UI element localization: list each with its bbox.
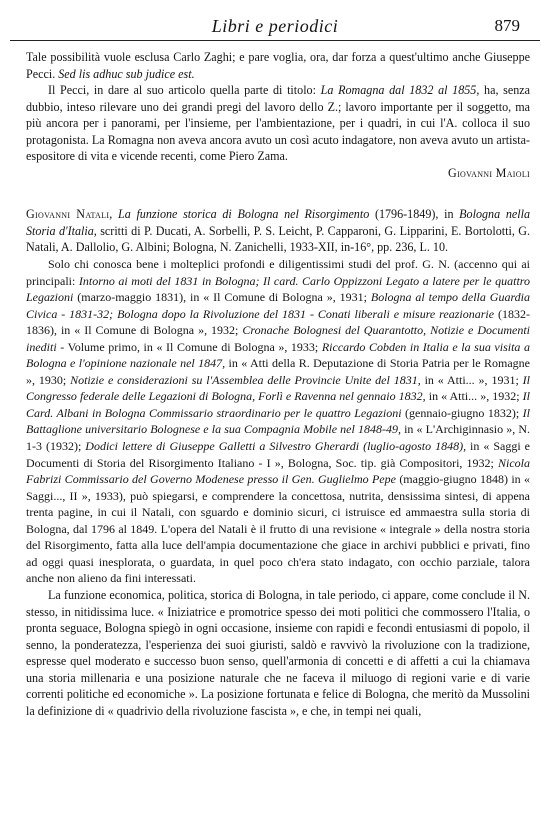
running-header (0, 0, 550, 44)
text-span: Il Pecci, in dare al suo articolo quella parte di titolo: (48, 83, 321, 98)
section-gap (26, 181, 530, 206)
cited-work-title: Dodici lettere di Giuseppe Galletti a Silvestro Gherardi (luglio-agosto 1848), (85, 439, 467, 454)
text-span: (1832-1836), in « Il Comune di Bologna », 1932; (26, 306, 530, 338)
page-body (26, 49, 530, 719)
cited-work-title: Il Congresso federale delle Legazioni di Bologna, Forlì e Ravenna nel gennaio 1832, (26, 372, 530, 404)
text-span: (1796-1849), in (369, 207, 460, 222)
cited-work-title: Cronache Bolognesi del Quarantotto, Notizie e Documenti inediti (26, 323, 531, 354)
review2-bibliographic-entry: Giovanni Natali, La funzione storica di Bologna nel Risorgimento (1796-1849), in Bologna nella Storia d'Italia, scritti di P. Ducati, A. Sorbelli, P. S. Leicht, P. Capparoni, G. Lipparini, E. Bortolotti, G. Natali, A. Dallolio, G. Albini; Bologna, N. Zanichelli, 1933-XII, in-16°, pp. 236, L. 10. (26, 207, 531, 255)
cited-work-title: Notizie e considerazioni su l'Assemblea delle Provincie Unite del 1831, (70, 372, 421, 387)
reviewed-title: La funzione storica di Bologna nel Risorgimento (118, 207, 370, 222)
cited-work-title: Riccardo Cobden in Italia e la sua visita a Bologna e l'opinione nazionale nel 1847, (26, 339, 531, 371)
text-span: in « Atti della R. Deputazione di Storia Patria per le Romagne », 1930; (26, 356, 531, 387)
cited-work-title: Intorno ai moti del 1831 in Bologna; Il card. Carlo Oppizzoni Legato a latere per le quattro Legazioni (26, 273, 530, 305)
page-number: 879 (494, 16, 520, 35)
review2-paragraph-2: La funzione economica, politica, storica di Bologna, in tale periodo, ci appare, come conclude il N. stesso, in nitidissima luce. « Iniziatrice e promotrice spesso dei moti politici che commossero l'Italia, o pronta seguace, Bologna spiegò in ogni occasione, insieme con rapidi e fecondi entusiasmi di popolo, il senno, la ponderatezza, l'esperienza dei suoi giuristi, saldò e ravvivò la rivoluzione con la tradizione, espresse quel moderato e successo buon senso, quell'armonia di concetti e di affetti a cui la chiamava una storia millenaria e una posizione naturale che ne faceva il miluogo di regioni varie e di varie correnti politiche ed economiche ». La posizione fortunata e felice di Bologna, che meritò da Mussolini la definizione di « quadrivio della rivoluzione fascista », e che, in tempi nei quali, (26, 587, 530, 718)
review1-signature: Giovanni Maioli (448, 165, 530, 180)
cited-work-title: Il Battaglione universitario Bolognese e la sua Compagnia Mobile nel 1848-49, (26, 405, 530, 437)
text-span: ha, senza dubbio, inteso rilevare uno dei grandi pregi del lavoro dello Z.; lavoro importante per il soggetto, ma più ancora per i panorami, per l'insieme, per l'ambientazione, per i quadri, in cui l'A. colloca il suo protagonista. La Romagna non aveva ancora avuto un così acuto indagatore, non aveva avuto un artista-espositore di vita e vicende recenti, come Piero Zama. (26, 83, 531, 164)
text-span: (marzo-maggio 1831), in « Il Comune di Bologna », 1931; (73, 290, 371, 305)
header-rule (10, 40, 540, 41)
series-title: Bologna nella Storia d'Italia, (26, 207, 531, 238)
reviewed-author: Giovanni Natali (26, 207, 110, 222)
review1-paragraph-2 (26, 82, 530, 165)
cited-work-title: Bologna al tempo della Guardia Civica - 1831-32; Bologna dopo la Rivoluzione del 1831 - Conati liberali e misure reazionarie (26, 290, 530, 321)
text-span: in « Atti... », 1932; (425, 389, 523, 404)
review2-paragraph-1 (26, 256, 530, 587)
latin-phrase: Sed lis adhuc sub judice est. (58, 66, 195, 81)
review1-paragraph-1 (26, 49, 530, 82)
article-title: La Romagna dal 1832 al 1855, (320, 83, 480, 98)
running-title: Libri e periodici (211, 16, 339, 36)
cited-work-title: Nicola Fabrizi Commissario del Governo Modenese presso il Gen. Guglielmo Pepe (26, 455, 530, 487)
cited-work-title: Il Card. Albani in Bologna Commissario straordinario per le quattro Legazioni (26, 389, 530, 420)
text-span: (maggio-giugno 1848) in « Saggi..., II », 1933), può spiegarsi, e comprendere la concettosa, nutrita, densissima sintesi, di appena trenta pagine, in cui il Natali, con sguardo e dominio sicuri, ci istruisce ed ammaestra sulla storia di Bologna, dal 1796 al 1849. L'opera del Natali è il frutto di una revisione « integrale » della nostra storia del Risorgimento, fatta alla luce dell'ampia documentazione che giace in archivi pubblici e privati, fino ad oggi quasi inesplorata, o guardata, in quel poco ch'era stato indagato, con occhio parziale, talora anche non alieno da fini interessati. (26, 472, 531, 586)
text-span: in « Atti... », 1931; (420, 372, 523, 387)
text-span: in « Saggi e Documenti di Storia del Risorgimento Italiano - I », Bologna, Soc. tip. già Compositori, 1932; (26, 439, 530, 470)
text-span: (gennaio-giugno 1832); (401, 405, 523, 420)
text-span: scritti di P. Ducati, A. Sorbelli, P. S. Leicht, P. Capparoni, G. Lipparini, E. Bortolotti, G. Natali, A. Dallolio, G. Albini; Bologna, N. Zanichelli, 1933-XII, in-16°, pp. 236, L. 10. (26, 223, 530, 255)
text-span: Solo chi conosca bene i molteplici profondi e diligentissimi studi del prof. G. N. (accenno qui ai principali: (26, 257, 530, 288)
text-span: in « L'Archiginnasio », N. 1-3 (1932); (26, 422, 530, 454)
text-span: Tale possibilità vuole esclusa Carlo Zaghi; e pare voglia, ora, dar forza a quest'ultimo anche Giuseppe Pecci. (26, 50, 530, 81)
text-span: - Volume primo, in « Il Comune di Bologna », 1933; (56, 339, 322, 354)
